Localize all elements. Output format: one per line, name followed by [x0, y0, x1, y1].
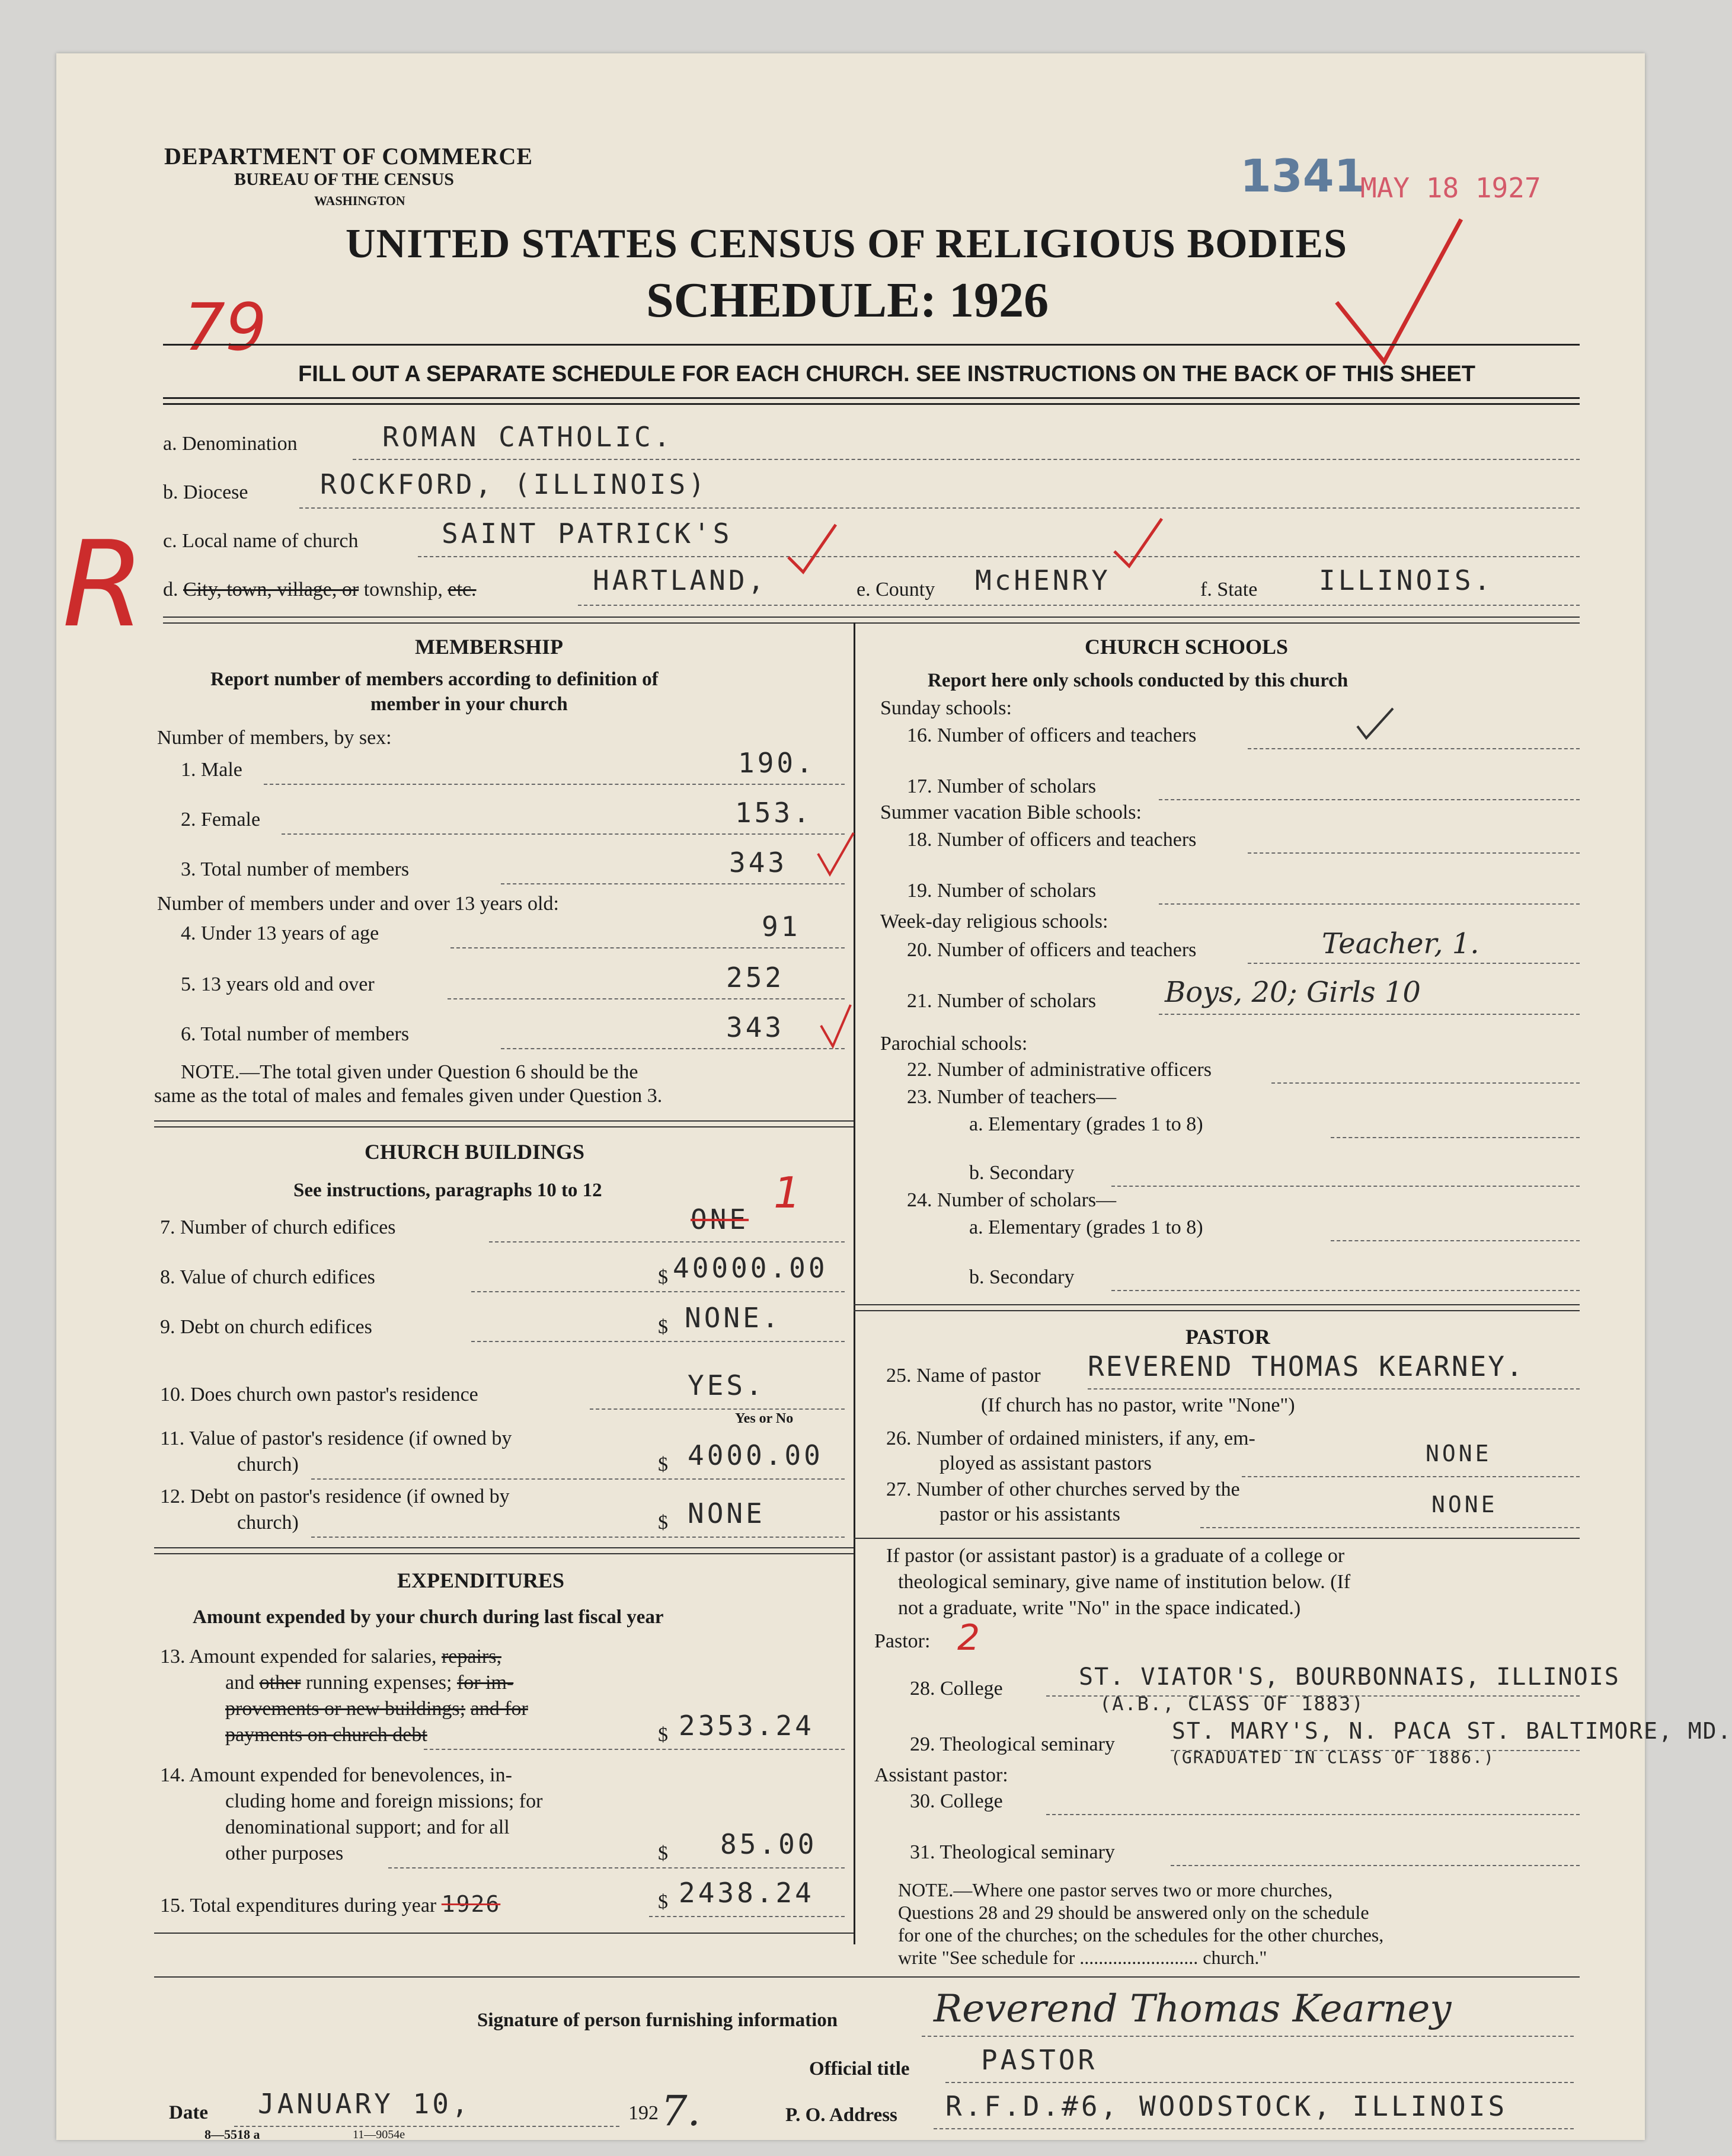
stamp-date: MAY 18 1927: [1360, 172, 1541, 204]
field-line: [501, 1048, 845, 1049]
field-line: [299, 507, 1580, 509]
q3-value[interactable]: 343: [729, 847, 788, 879]
q19-label: 19. Number of scholars: [907, 880, 1097, 902]
form-number-2: 11—9054e: [353, 2128, 405, 2141]
field-line: [388, 1867, 845, 1868]
yes-no-caption: Yes or No: [735, 1411, 794, 1426]
field-line: [1248, 852, 1580, 854]
q22-label: 22. Number of administrative officers: [907, 1059, 1212, 1081]
q23-label: 23. Number of teachers—: [907, 1086, 1117, 1108]
check-mark: [1354, 705, 1396, 741]
date-year-prefix: 192: [628, 2102, 659, 2124]
q12-label-a: 12. Debt on pastor's residence (if owned by: [160, 1486, 510, 1507]
rule: [854, 1538, 1580, 1539]
census-form-sheet: [56, 53, 1732, 2142]
bureau-label: BUREAU OF THE CENSUS: [234, 170, 454, 189]
q1-label: 1. Male: [181, 759, 242, 781]
graduate-note3: not a graduate, write "No" in the space indicated.): [898, 1597, 1301, 1619]
official-title-label: Official title: [809, 2058, 910, 2080]
membership-note2: same as the total of males and females given under Question 3.: [154, 1085, 663, 1107]
local-name-label: c. Local name of church: [163, 530, 359, 552]
pastor-note2: Questions 28 and 29 should be answered only on the schedule: [898, 1902, 1369, 1923]
q8-label: 8. Value of church edifices: [160, 1266, 375, 1288]
graduate-note1: If pastor (or assistant pastor) is a graduate of a college or: [886, 1545, 1345, 1567]
rule: [154, 1547, 854, 1548]
field-line: [1331, 1137, 1580, 1138]
q29-value-note[interactable]: (GRADUATED IN CLASS OF 1886.): [1171, 1748, 1495, 1767]
q16-label: 16. Number of officers and teachers: [907, 724, 1197, 746]
dollar-sign: $: [658, 1512, 668, 1534]
rule: [163, 622, 1580, 624]
dollar-sign: $: [658, 1454, 668, 1475]
pastor-label: Pastor:: [874, 1630, 931, 1652]
q27-label-b: pastor or his assistants: [940, 1503, 1121, 1525]
date-label: Date: [169, 2102, 208, 2123]
q5-label: 5. 13 years old and over: [181, 973, 375, 995]
field-line: [448, 998, 845, 999]
q29-value[interactable]: ST. MARY'S, N. PACA ST. BALTIMORE, MD.: [1172, 1718, 1732, 1744]
q14-label-c: denominational support; and for all: [225, 1816, 510, 1838]
margin-letter: R: [62, 516, 145, 654]
q15-label: 15. Total expenditures during year 1926: [160, 1891, 501, 1917]
state-value[interactable]: ILLINOIS.: [1319, 564, 1494, 596]
membership-heading: MEMBERSHIP: [415, 635, 564, 659]
expenditures-heading: EXPENDITURES: [397, 1569, 565, 1592]
field-line: [471, 1341, 845, 1342]
dollar-sign: $: [658, 1724, 668, 1746]
schools-sub: Report here only schools conducted by this church: [928, 670, 1348, 691]
field-line: [450, 947, 845, 948]
red-check: [785, 522, 839, 575]
field-line: [424, 1749, 845, 1750]
q13-label-a: 13. Amount expended for salaries, repairs,: [160, 1646, 501, 1668]
field-line: [1242, 1476, 1580, 1477]
q7-label: 7. Number of church edifices: [160, 1216, 396, 1238]
rule: [854, 1310, 1580, 1311]
local-name-value[interactable]: SAINT PATRICK'S: [442, 518, 733, 550]
membership-note1: NOTE.—The total given under Question 6 should be the: [181, 1061, 638, 1083]
q26-value[interactable]: NONE: [1426, 1440, 1492, 1467]
red-check: [815, 830, 857, 877]
field-line: [311, 1478, 845, 1480]
field-line: [1088, 1388, 1580, 1390]
q15-value[interactable]: 2438.24: [679, 1877, 814, 1909]
rule: [154, 1976, 1580, 1978]
rule: [163, 403, 1580, 405]
q14-value[interactable]: 85.00: [720, 1828, 817, 1860]
field-line: [489, 1241, 845, 1243]
dollar-sign: $: [658, 1842, 668, 1864]
q12-value[interactable]: NONE: [688, 1497, 765, 1529]
pastor-note3: for one of the churches; on the schedules for the other churches,: [898, 1924, 1384, 1946]
q30-label: 30. College: [910, 1790, 1003, 1812]
q20-label: 20. Number of officers and teachers: [907, 939, 1197, 961]
q3-label: 3. Total number of members: [181, 858, 410, 880]
instruction-line: FILL OUT A SEPARATE SCHEDULE FOR EACH CHURCH. SEE INSTRUCTIONS ON THE BACK OF THIS SHEET: [298, 362, 1475, 387]
q27-label-a: 27. Number of other churches served by the: [886, 1478, 1240, 1500]
q29-label: 29. Theological seminary: [910, 1733, 1115, 1755]
red-check: [1111, 516, 1165, 569]
signature-value[interactable]: Reverend Thomas Kearney: [934, 1987, 1452, 2031]
q31-label: 31. Theological seminary: [910, 1841, 1115, 1863]
field-line: [590, 1408, 845, 1410]
rule: [154, 1126, 854, 1127]
by-sex-label: Number of members, by sex:: [157, 727, 392, 749]
field-line: [264, 784, 845, 785]
dollar-sign: $: [658, 1266, 668, 1288]
q24a-label: a. Elementary (grades 1 to 8): [969, 1216, 1203, 1238]
q6-label: 6. Total number of members: [181, 1023, 410, 1045]
form-title: UNITED STATES CENSUS OF RELIGIOUS BODIES: [346, 221, 1348, 267]
field-line: [1159, 903, 1580, 905]
field-line: [1111, 1290, 1580, 1291]
field-line: [418, 556, 1580, 557]
q11-label-a: 11. Value of pastor's residence (if owned by: [160, 1427, 512, 1449]
dollar-sign: $: [658, 1891, 668, 1913]
form-number-1: 8—5518 a: [204, 2127, 260, 2142]
field-line: [1271, 1082, 1580, 1084]
field-line: [1159, 1014, 1580, 1015]
membership-sub1: Report number of members according to definition of: [210, 669, 659, 690]
q20-value[interactable]: Teacher, 1.: [1322, 927, 1479, 960]
q11-value[interactable]: 4000.00: [688, 1439, 823, 1471]
buildings-sub: See instructions, paragraphs 10 to 12: [293, 1180, 602, 1201]
q25-value[interactable]: REVEREND THOMAS KEARNEY.: [1088, 1350, 1525, 1382]
q2-label: 2. Female: [181, 809, 261, 831]
q13-value[interactable]: 2353.24: [679, 1710, 814, 1742]
parochial-label: Parochial schools:: [880, 1033, 1028, 1055]
dollar-sign: $: [658, 1316, 668, 1338]
official-title-value[interactable]: PASTOR: [981, 2044, 1098, 2076]
department-label: DEPARTMENT OF COMMERCE: [164, 143, 533, 170]
q17-label: 17. Number of scholars: [907, 775, 1097, 797]
rule: [163, 617, 1580, 618]
rule: [163, 397, 1580, 399]
pastor-note4: write "See schedule for ......................... church.": [898, 1947, 1267, 1968]
address-value[interactable]: R.F.D.#6, WOODSTOCK, ILLINOIS: [945, 2090, 1508, 2122]
red-mark-one: 1: [774, 1168, 801, 1218]
field-line: [1159, 799, 1580, 800]
q24-label: 24. Number of scholars—: [907, 1189, 1117, 1211]
age-line-label: Number of members under and over 13 years old:: [157, 893, 559, 915]
q25-note: (If church has no pastor, write "None"): [981, 1394, 1295, 1416]
field-line: [1046, 1814, 1580, 1815]
field-line: [501, 883, 845, 884]
field-line: [945, 2082, 1574, 2083]
schools-heading: CHURCH SCHOOLS: [1085, 635, 1289, 659]
county-label: e. County: [857, 579, 935, 601]
q25-label: 25. Name of pastor: [886, 1365, 1041, 1387]
q21-value[interactable]: Boys, 20; Girls 10: [1165, 976, 1421, 1009]
q2-value[interactable]: 153.: [735, 797, 813, 829]
date-value[interactable]: JANUARY 10,: [258, 2088, 471, 2120]
membership-sub2: member in your church: [370, 694, 568, 715]
q4-label: 4. Under 13 years of age: [181, 922, 379, 944]
field-line: [471, 1291, 845, 1292]
q26-label-b: ployed as assistant pastors: [940, 1452, 1152, 1474]
diocese-label: b. Diocese: [163, 481, 248, 503]
county-value[interactable]: McHENRY: [975, 564, 1111, 596]
q8-value[interactable]: 40000.00: [673, 1252, 828, 1284]
pastor-note1: NOTE.—Where one pastor serves two or more churches,: [898, 1879, 1333, 1901]
q10-value[interactable]: YES.: [688, 1369, 765, 1401]
field-line: [282, 833, 845, 835]
graduate-note2: theological seminary, give name of institution below. (If: [898, 1571, 1351, 1593]
q14-label-b: cluding home and foreign missions; for: [225, 1790, 543, 1812]
buildings-heading: CHURCH BUILDINGS: [365, 1140, 585, 1164]
field-line: [1200, 1527, 1580, 1528]
column-divider: [854, 622, 855, 1944]
stamp-number: 1341: [1240, 149, 1366, 202]
field-line: [1248, 963, 1580, 964]
field-line: [1331, 1240, 1580, 1241]
date-year-digit[interactable]: 7.: [661, 2087, 701, 2135]
q13-label-c: provements or new buildings; and for: [225, 1698, 528, 1720]
margin-number: 79: [184, 289, 267, 365]
q23b-label: b. Secondary: [969, 1162, 1075, 1184]
schedule-title: SCHEDULE: 1926: [646, 273, 1049, 328]
field-line: [1111, 1186, 1580, 1187]
field-line: [1248, 748, 1580, 749]
township-label: d. City, town, village, or township, etc.: [163, 579, 477, 601]
q13-label-b: and other running expenses; for im-: [225, 1672, 514, 1694]
summer-label: Summer vacation Bible schools:: [880, 801, 1142, 823]
q14-label-d: other purposes: [225, 1842, 344, 1864]
field-line: [1171, 1750, 1580, 1751]
field-line: [234, 2126, 619, 2127]
q28-value[interactable]: ST. VIATOR'S, BOURBONNAIS, ILLINOIS: [1079, 1663, 1620, 1691]
rule: [154, 1120, 854, 1122]
expenditures-sub: Amount expended by your church during last fiscal year: [193, 1606, 664, 1628]
denomination-label: a. Denomination: [163, 433, 298, 455]
q9-value[interactable]: NONE.: [685, 1302, 782, 1334]
q23a-label: a. Elementary (grades 1 to 8): [969, 1113, 1203, 1135]
field-line: [922, 2036, 1574, 2037]
city-label: WASHINGTON: [314, 193, 405, 208]
q26-label-a: 26. Number of ordained ministers, if any, em-: [886, 1427, 1255, 1449]
q28-value-note[interactable]: (A.B., CLASS OF 1883): [1100, 1692, 1364, 1715]
q6-value[interactable]: 343: [726, 1011, 785, 1043]
q21-label: 21. Number of scholars: [907, 990, 1097, 1012]
field-line: [1046, 1695, 1580, 1697]
pastor-heading: PASTOR: [1185, 1325, 1270, 1349]
assistant-pastor-label: Assistant pastor:: [874, 1764, 1008, 1786]
sunday-label: Sunday schools:: [880, 697, 1012, 719]
denomination-value[interactable]: ROMAN CATHOLIC.: [382, 421, 673, 453]
field-line: [311, 1537, 845, 1538]
signature-label: Signature of person furnishing information: [477, 2010, 838, 2031]
q13-label-d: payments on church debt: [225, 1724, 427, 1746]
diocese-value[interactable]: ROCKFORD, (ILLINOIS): [320, 468, 708, 500]
rule: [154, 1933, 854, 1934]
q4-value[interactable]: 91: [762, 911, 801, 943]
address-label: P. O. Address: [785, 2104, 897, 2126]
pastor-red-mark: 2: [957, 1617, 980, 1659]
q14-label-a: 14. Amount expended for benevolences, in-: [160, 1764, 512, 1786]
field-line: [1171, 1865, 1580, 1866]
township-value[interactable]: HARTLAND,: [593, 564, 768, 596]
q28-label: 28. College: [910, 1678, 1003, 1700]
q18-label: 18. Number of officers and teachers: [907, 829, 1197, 851]
rule: [163, 344, 1580, 346]
q10-label: 10. Does church own pastor's residence: [160, 1384, 478, 1406]
weekday-label: Week-day religious schools:: [880, 911, 1108, 932]
q7-value[interactable]: ONE: [691, 1203, 749, 1235]
field-line: [934, 2128, 1574, 2129]
rule: [854, 1304, 1580, 1305]
rule: [154, 1553, 854, 1554]
field-line: [353, 459, 1580, 460]
q27-value[interactable]: NONE: [1431, 1491, 1498, 1518]
q1-value[interactable]: 190.: [738, 747, 816, 779]
q9-label: 9. Debt on church edifices: [160, 1316, 372, 1338]
field-line: [649, 1916, 845, 1917]
field-line: [578, 605, 1580, 606]
state-label: f. State: [1200, 579, 1258, 601]
red-check: [818, 1002, 854, 1049]
q24b-label: b. Secondary: [969, 1266, 1075, 1288]
q5-value[interactable]: 252: [726, 962, 785, 994]
q11-label-b: church): [237, 1454, 299, 1475]
q12-label-b: church): [237, 1512, 299, 1534]
